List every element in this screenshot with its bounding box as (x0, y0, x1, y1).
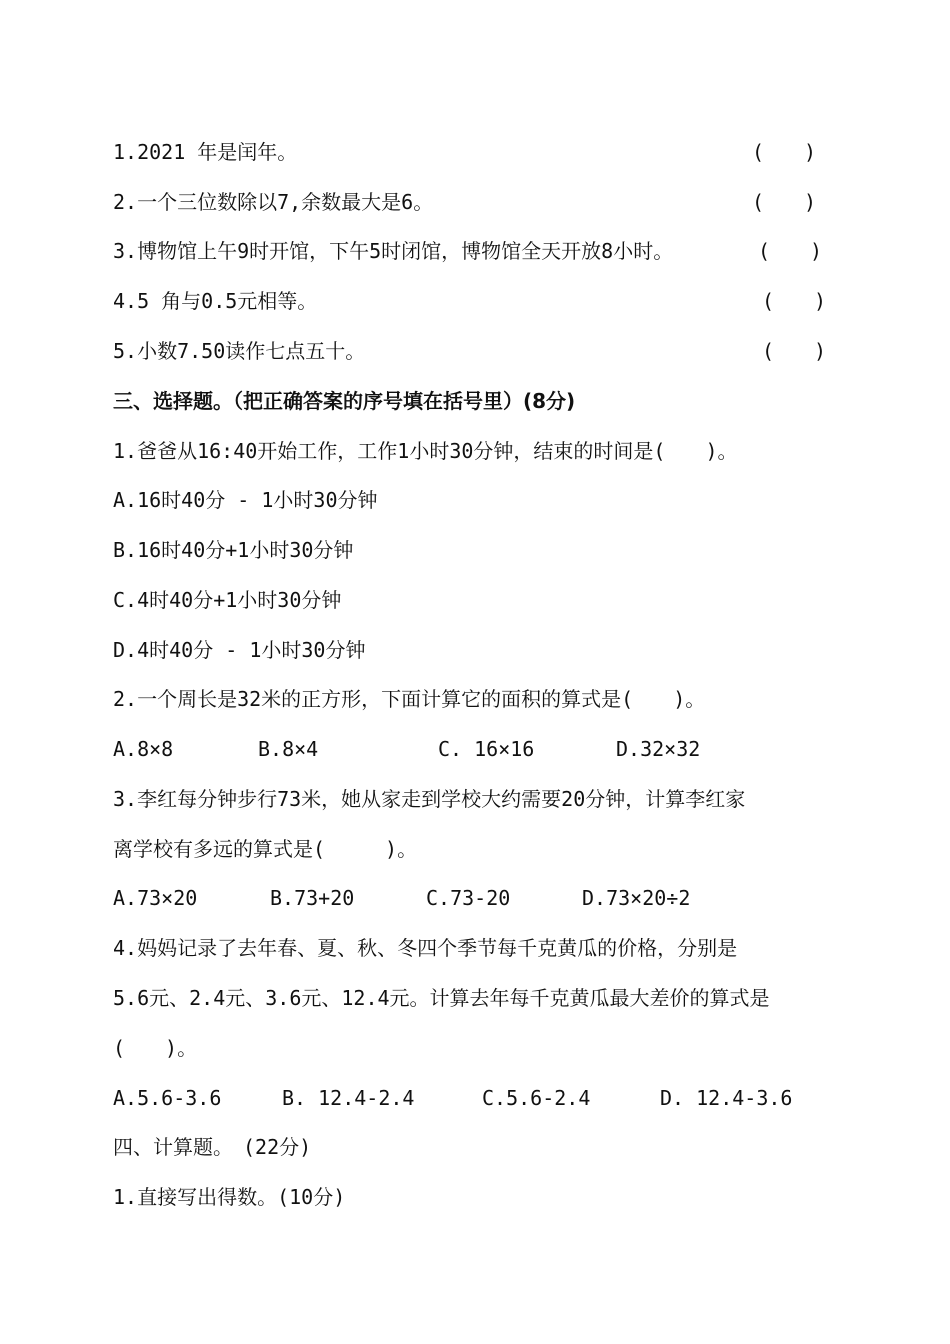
choice-q2-stem: 2.一个周长是32米的正方形，下面计算它的面积的算式是( )。 (113, 687, 706, 711)
answer-blank-1[interactable]: ( ) (752, 140, 817, 164)
answer-blank-4[interactable]: ( ) (762, 289, 827, 313)
choice-q3-stem-line-2: 离学校有多远的算式是( )。 (113, 837, 418, 861)
choice-q4-option-a[interactable]: A.5.6-3.6 (113, 1086, 222, 1110)
section-3-title: 三、选择题。（把正确答案的序号填在括号里）(8分) (113, 389, 576, 413)
choice-q3-stem-line-1: 3.李红每分钟步行73米，她从家走到学校大约需要20分钟，计算李红家 (113, 787, 746, 811)
choice-q3-option-d[interactable]: D.73×20÷2 (582, 886, 691, 910)
choice-q4-stem-line-3: ( )。 (113, 1036, 198, 1060)
judgement-item-1: 1.2021 年是闰年。 (113, 140, 298, 164)
choice-q1-stem: 1.爸爸从16:40开始工作，工作1小时30分钟，结束的时间是( )。 (113, 439, 738, 463)
choice-q1-option-c[interactable]: C.4时40分+1小时30分钟 (113, 588, 342, 612)
judgement-item-4: 4.5 角与0.5元相等。 (113, 289, 318, 313)
choice-q4-option-b[interactable]: B. 12.4-2.4 (282, 1086, 415, 1110)
choice-q1-option-d[interactable]: D.4时40分 - 1小时30分钟 (113, 638, 366, 662)
answer-blank-5[interactable]: ( ) (762, 339, 827, 363)
choice-q2-option-b[interactable]: B.8×4 (258, 737, 319, 761)
answer-blank-2[interactable]: ( ) (752, 190, 817, 214)
answer-blank-3[interactable]: ( ) (758, 239, 823, 263)
choice-q4-option-c[interactable]: C.5.6-2.4 (482, 1086, 591, 1110)
choice-q1-option-a[interactable]: A.16时40分 - 1小时30分钟 (113, 488, 378, 512)
judgement-item-5: 5.小数7.50读作七点五十。 (113, 339, 366, 363)
choice-q4-stem-line-2: 5.6元、2.4元、3.6元、12.4元。计算去年每千克黄瓜最大差价的算式是 (113, 986, 770, 1010)
choice-q4-option-d[interactable]: D. 12.4-3.6 (660, 1086, 793, 1110)
judgement-item-3: 3.博物馆上午9时开馆，下午5时闭馆，博物馆全天开放8小时。 (113, 239, 674, 263)
choice-q2-option-d[interactable]: D.32×32 (616, 737, 701, 761)
choice-q2-option-c[interactable]: C. 16×16 (438, 737, 535, 761)
choice-q2-option-a[interactable]: A.8×8 (113, 737, 174, 761)
choice-q4-stem-line-1: 4.妈妈记录了去年春、夏、秋、冬四个季节每千克黄瓜的价格，分别是 (113, 936, 738, 960)
judgement-item-2: 2.一个三位数除以7,余数最大是6。 (113, 190, 434, 214)
choice-q3-option-b[interactable]: B.73+20 (270, 886, 355, 910)
choice-q1-option-b[interactable]: B.16时40分+1小时30分钟 (113, 538, 354, 562)
choice-q3-option-c[interactable]: C.73-20 (426, 886, 511, 910)
choice-q3-option-a[interactable]: A.73×20 (113, 886, 198, 910)
section-4-sub-1: 1.直接写出得数。(10分) (113, 1185, 346, 1209)
section-4-title: 四、计算题。 (22分) (113, 1135, 312, 1159)
